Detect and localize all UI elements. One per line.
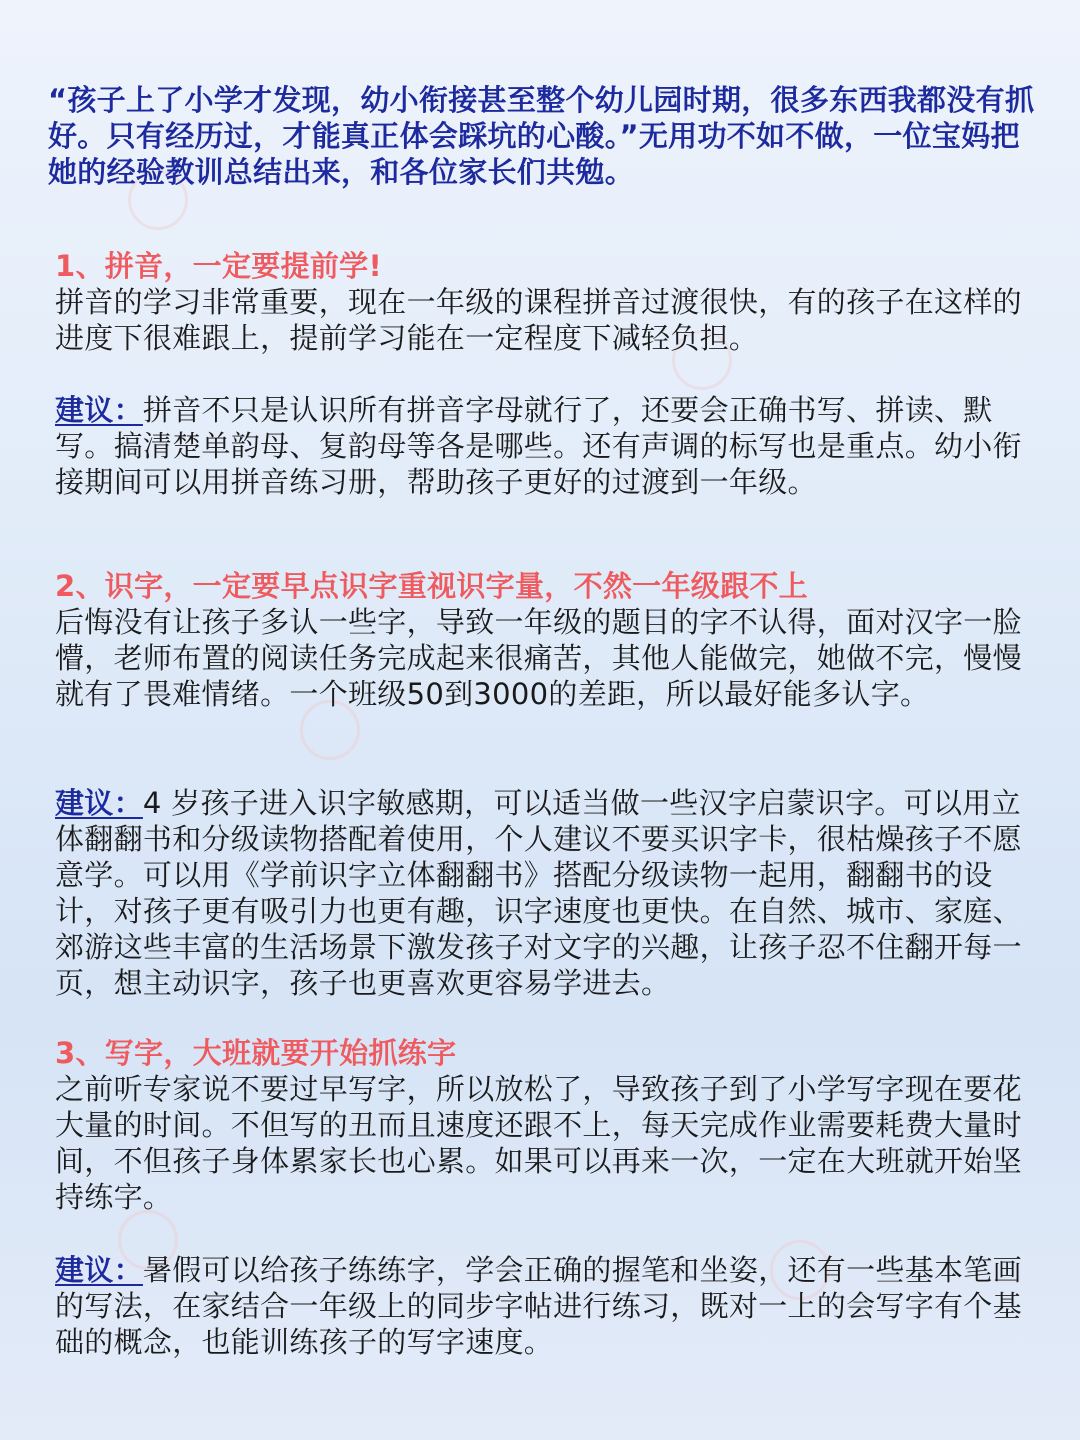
- advice-label: 建议：: [55, 1253, 143, 1287]
- advice-label: 建议：: [55, 393, 143, 427]
- advice-text: 暑假可以给孩子练练字，学会正确的握笔和坐姿，还有一些基本笔画的写法，在家结合一年级上的同步字帖进行练习，既对一上的会写字有个基础的概念，也能训练孩子的写字速度。: [55, 1253, 1022, 1359]
- intro-paragraph: “孩子上了小学才发现，幼小衔接甚至整个幼儿园时期，很多东西我都没有抓好。只有经历过，才能真正体会踩坑的心酸。”无用功不如不做，一位宝妈把她的经验教训总结出来，和各位家长们共勉。: [48, 83, 1035, 189]
- section-2-advice: [55, 785, 1040, 1001]
- section-2: [55, 568, 1040, 712]
- advice-text: 4 岁孩子进入识字敏感期，可以适当做一些汉字启蒙识字。可以用立体翻翻书和分级读物搭配着使用，个人建议不要买识字卡，很枯燥孩子不愿意学。可以用《学前识字立体翻翻书》搭配分级读物一起用，翻翻书的设计，对孩子更有吸引力也更有趣，识字速度也更快。在自然、城市、家庭、郊游这些丰富的生活场景下激发孩子对文字的兴趣，让孩子忍不住翻开每一页，想主动识字，孩子也更喜欢更容易学进去。: [55, 786, 1022, 1000]
- section-body: 之前听专家说不要过早写字，所以放松了，导致孩子到了小学写字现在要花大量的时间。不但写的丑而且速度还跟不上，每天完成作业需要耗费大量时间，不但孩子身体累家长也心累。如果可以再来一次，一定在大班就开始坚持练字。: [55, 1072, 1022, 1214]
- advice-text: 拼音不只是认识所有拼音字母就行了，还要会正确书写、拼读、默写。搞清楚单韵母、复韵母等各是哪些。还有声调的标写也是重点。幼小衔接期间可以用拼音练习册，帮助孩子更好的过渡到一年级。: [55, 393, 1022, 499]
- section-1-advice: [55, 392, 1040, 500]
- section-heading: 1、拼音，一定要提前学!: [55, 249, 383, 283]
- section-heading: 2、识字，一定要早点识字重视识字量，不然一年级跟不上: [55, 569, 808, 603]
- section-heading: 3、写字，大班就要开始抓练字: [55, 1036, 457, 1070]
- section-3: [55, 1035, 1040, 1215]
- advice-label: 建议：: [55, 786, 143, 820]
- section-1: [55, 248, 1040, 356]
- section-body: 后悔没有让孩子多认一些字，导致一年级的题目的字不认得，面对汉字一脸懵，老师布置的阅读任务完成起来很痛苦，其他人能做完，她做不完，慢慢就有了畏难情绪。一个班级50到3000的差距，所以最好能多认字。: [55, 605, 1022, 711]
- section-3-advice: [55, 1252, 1040, 1360]
- section-body: 拼音的学习非常重要，现在一年级的课程拼音过渡很快，有的孩子在这样的进度下很难跟上，提前学习能在一定程度下减轻负担。: [55, 285, 1022, 355]
